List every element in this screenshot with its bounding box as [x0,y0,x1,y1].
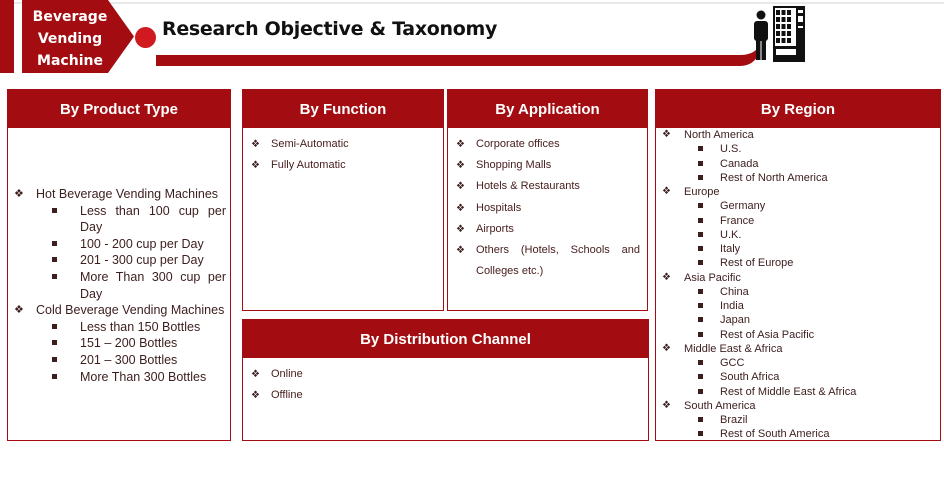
square-bullet-icon [698,142,720,156]
square-bullet-icon [698,385,720,399]
square-bullet-icon [698,413,720,427]
sub-item-text: More Than 300 Bottles [80,369,207,384]
sub-item-text: U.S. [720,143,742,156]
sub-list-item [14,203,226,236]
sub-list-item [660,370,930,384]
diamond-bullet-icon: ❖ [662,271,671,283]
sub-item-text: Brazil [720,414,748,426]
list-item [456,134,640,155]
diamond-bullet-icon: ❖ [662,342,671,354]
diamond-bullet-icon: ❖ [662,399,671,411]
diamond-bullet-icon: ❖ [456,139,465,150]
list-item [456,240,640,261]
square-bullet-icon [698,427,720,441]
sub-list-item [660,385,930,399]
square-bullet-icon [52,319,80,336]
square-bullet-icon [698,171,720,185]
panel-region [655,89,941,441]
diamond-bullet-icon: ❖ [456,223,465,235]
sub-item-text: GCC [720,357,745,369]
sub-item-text: More Than 300 cup per Day [80,269,226,301]
sub-list-item [660,228,930,242]
sub-item-text: 201 – 300 Bottles [80,352,178,367]
list-item [251,364,631,385]
sub-list-item [14,369,226,386]
list-item-text: Middle East & Africa [684,342,783,355]
sub-item-text: Rest of Middle East & Africa [720,385,857,398]
region-list [660,128,930,442]
list-item [251,155,437,176]
sub-item-text: Rest of Europe [720,257,794,270]
square-bullet-icon [52,203,80,236]
sub-item-text: India [720,300,744,312]
list-item [660,185,930,199]
diamond-bullet-icon: ❖ [251,390,260,402]
sub-list-item [660,356,930,370]
diamond-bullet-icon: ❖ [14,304,24,317]
product-type-list [14,186,226,385]
sub-list-item [660,299,930,313]
list-item-text: Asia Pacific [684,271,741,284]
square-bullet-icon [698,228,720,242]
list-item-text: North America [684,129,754,141]
square-bullet-icon [698,242,720,256]
square-bullet-icon [698,370,720,384]
panel-heading: By Function [243,90,443,128]
diamond-bullet-icon: ❖ [456,181,465,193]
person-with-vending-machine-icon [748,4,808,64]
panel-function [242,89,444,311]
panel-heading: By Application [448,90,647,128]
list-item [456,198,640,219]
panel-heading: By Region [656,90,940,128]
list-item-text: Colleges etc.) [476,265,544,278]
square-bullet-icon [52,252,80,269]
list-item-text: Offline [271,389,303,402]
list-item-continuation [456,261,640,282]
list-item-text: Airports [476,222,514,235]
sub-item-text: Italy [720,243,741,255]
sub-item-text: 151 – 200 Bottles [80,336,178,351]
distribution-list [251,364,631,406]
list-item-text: Fully Automatic [271,159,346,172]
list-item [14,186,226,203]
function-list [251,134,437,176]
square-bullet-icon [698,328,720,342]
diamond-bullet-icon: ❖ [251,139,260,150]
sub-item-text: U.K. [720,228,742,241]
sub-list-item [14,236,226,253]
sub-item-text: France [720,214,755,227]
sub-list-item [14,319,226,336]
list-item [660,271,930,285]
square-bullet-icon [698,356,720,370]
list-item-text: Shopping Malls [476,159,552,172]
sub-list-item [660,427,930,441]
sub-list-item [660,142,930,156]
badge-line-3: Machine [37,53,103,69]
sub-item-text: China [720,285,749,298]
sub-list-item [660,157,930,171]
list-item-text: Hospitals [476,201,522,214]
square-bullet-icon [52,269,80,302]
sub-item-text: Rest of South America [720,428,830,441]
list-item [660,342,930,356]
sub-list-item [660,413,930,427]
list-item [14,302,226,319]
sub-list-item [14,252,226,269]
sub-item-text: Rest of Asia Pacific [720,328,815,341]
list-item-text: Online [271,368,303,380]
square-bullet-icon [698,214,720,228]
diamond-bullet-icon: ❖ [456,160,465,172]
square-bullet-icon [52,236,80,253]
square-bullet-icon [52,335,80,352]
sub-item-text: Germany [720,200,766,213]
list-item-text: Hot Beverage Vending Machines [36,187,219,201]
diamond-bullet-icon: ❖ [456,245,465,257]
square-bullet-icon [698,299,720,313]
sub-list-item [660,242,930,256]
sub-list-item [14,335,226,352]
diamond-bullet-icon: ❖ [456,202,465,214]
square-bullet-icon [698,157,720,171]
list-item [660,128,930,142]
panel-application [447,89,648,311]
page-title: Research Objective & Taxonomy [162,18,498,40]
sub-list-item [660,328,930,342]
sub-list-item [660,313,930,327]
sub-list-item [660,214,930,228]
square-bullet-icon [698,256,720,270]
application-list [456,134,640,282]
square-bullet-icon [698,285,720,299]
square-bullet-icon [698,199,720,213]
list-item-text: Others (Hotels, Schools and [476,244,640,257]
sub-list-item [660,199,930,213]
list-item [251,385,631,406]
sub-item-text: Canada [720,157,759,170]
square-bullet-icon [52,352,80,369]
sub-list-item [660,171,930,185]
panel-distribution-channel [242,319,649,441]
sub-list-item [660,285,930,299]
list-item [251,134,437,155]
diamond-bullet-icon: ❖ [14,188,24,200]
diamond-bullet-icon: ❖ [662,129,671,140]
diamond-bullet-icon: ❖ [662,186,671,197]
list-item-text: Semi-Automatic [271,138,349,150]
sub-item-text: Japan [720,314,750,327]
list-item-text: Corporate offices [476,138,560,150]
panel-heading: By Product Type [8,90,230,128]
list-item [456,176,640,197]
square-bullet-icon [52,369,80,386]
sub-item-text: South Africa [720,371,780,384]
sub-list-item [14,269,226,302]
diamond-bullet-icon: ❖ [251,369,260,380]
sub-list-item [660,256,930,270]
sub-item-text: 201 - 300 cup per Day [80,253,204,268]
sub-item-text: Rest of North America [720,171,828,184]
list-item-text: Hotels & Restaurants [476,180,580,193]
list-item-text: Cold Beverage Vending Machines [36,303,225,318]
badge-line-1: Beverage [32,9,108,25]
sub-item-text: Less than 100 cup per Day [80,203,226,235]
badge-line-2: Vending [37,31,103,47]
list-item [456,219,640,240]
list-item [456,155,640,176]
sub-item-text: 100 - 200 cup per Day [80,236,204,251]
diamond-bullet-icon: ❖ [251,160,260,172]
list-item [660,399,930,413]
square-bullet-icon [698,313,720,327]
panel-product-type [7,89,231,441]
sub-item-text: Less than 150 Bottles [80,319,201,334]
list-item-text: South America [684,399,756,412]
panel-heading: By Distribution Channel [243,320,648,358]
list-item-text: Europe [684,186,720,198]
sub-list-item [14,352,226,369]
